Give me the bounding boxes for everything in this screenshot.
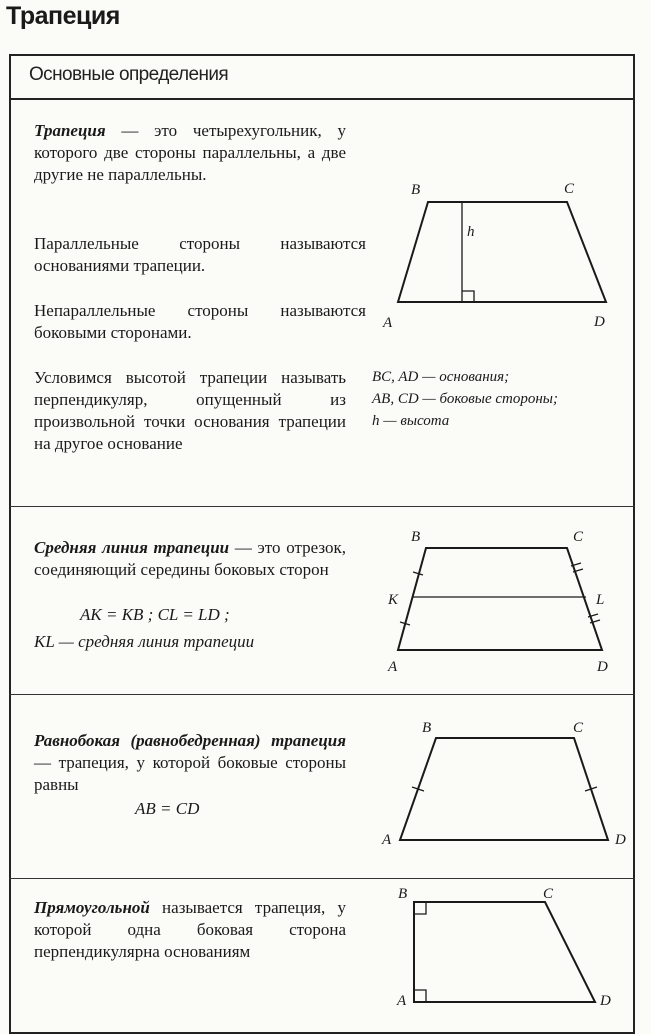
vertex-label-b: B: [411, 529, 421, 545]
vertex-label-b: B: [422, 720, 432, 736]
legend-legs: AB, CD — боковые стороны;: [372, 391, 558, 407]
vertex-label-a: A: [382, 832, 392, 848]
right-angle-mark: [462, 291, 474, 302]
point-label-k: K: [388, 592, 399, 608]
vertex-label-b: B: [398, 886, 408, 902]
vertex-label-a: A: [388, 659, 398, 675]
right-angle-mark-bottom: [414, 990, 426, 1002]
vertex-label-c: C: [573, 529, 584, 545]
vertex-label-d: D: [597, 659, 608, 675]
trapezoid-diagram-1: [398, 202, 606, 302]
legend-bases: BC, AD — основания;: [372, 369, 510, 385]
term-trapezoid: Трапеция: [34, 121, 106, 140]
legend-height: h — высота: [372, 413, 450, 429]
definition-text: — это отрезок, соединяющий середины боковых сторон: [34, 538, 346, 579]
section-header-text: Основные определения: [29, 64, 229, 85]
vertex-label-c: C: [564, 181, 575, 197]
vertex-label-c: C: [573, 720, 584, 736]
vertex-label-a: A: [383, 315, 393, 331]
vertex-label-d: D: [615, 832, 626, 848]
midline-formula: AK = KB ; CL = LD ;: [80, 605, 230, 624]
vertex-label-d: D: [600, 993, 611, 1009]
point-label-l: L: [596, 592, 605, 608]
isosceles-formula: AB = CD: [135, 799, 200, 818]
trapezoid-diagram-3: [400, 738, 608, 840]
definition-text: — это четырехугольник, у которого две стороны параллельны, а две другие не параллельны.: [34, 121, 346, 184]
term-isosceles: Равнобокая (равнобедренная) трапеция: [34, 731, 346, 750]
height-paragraph: Условимся высотой трапеции называть перпендикуляр, опущенный из произвольной точки основания трапеции на другое основание: [34, 368, 346, 453]
vertex-label-b: B: [411, 182, 421, 198]
definition-text: — трапеция, у которой боковые стороны равны: [34, 753, 346, 794]
page-title: Трапеция: [6, 2, 120, 30]
trapezoid-diagram-4: [414, 902, 595, 1002]
vertex-label-d: D: [594, 314, 605, 330]
legs-paragraph: Непараллельные стороны называются боковыми сторонами.: [34, 301, 366, 342]
definition-text: называется трапеция, у которой одна боковая сторона перпендикулярна основаниям: [34, 898, 346, 961]
trapezoid-diagram-2: [398, 548, 605, 650]
vertex-label-a: A: [397, 993, 407, 1009]
bases-paragraph: Параллельные стороны называются основаниями трапеции.: [34, 234, 366, 275]
vertex-label-c: C: [543, 886, 554, 902]
kl-text: KL — средняя линия трапеции: [34, 632, 255, 651]
term-midline: Средняя линия трапеции: [34, 538, 230, 557]
right-angle-mark-top: [414, 902, 426, 914]
term-right-trapezoid: Прямоугольной: [34, 898, 150, 917]
height-label-h: h: [467, 224, 475, 240]
